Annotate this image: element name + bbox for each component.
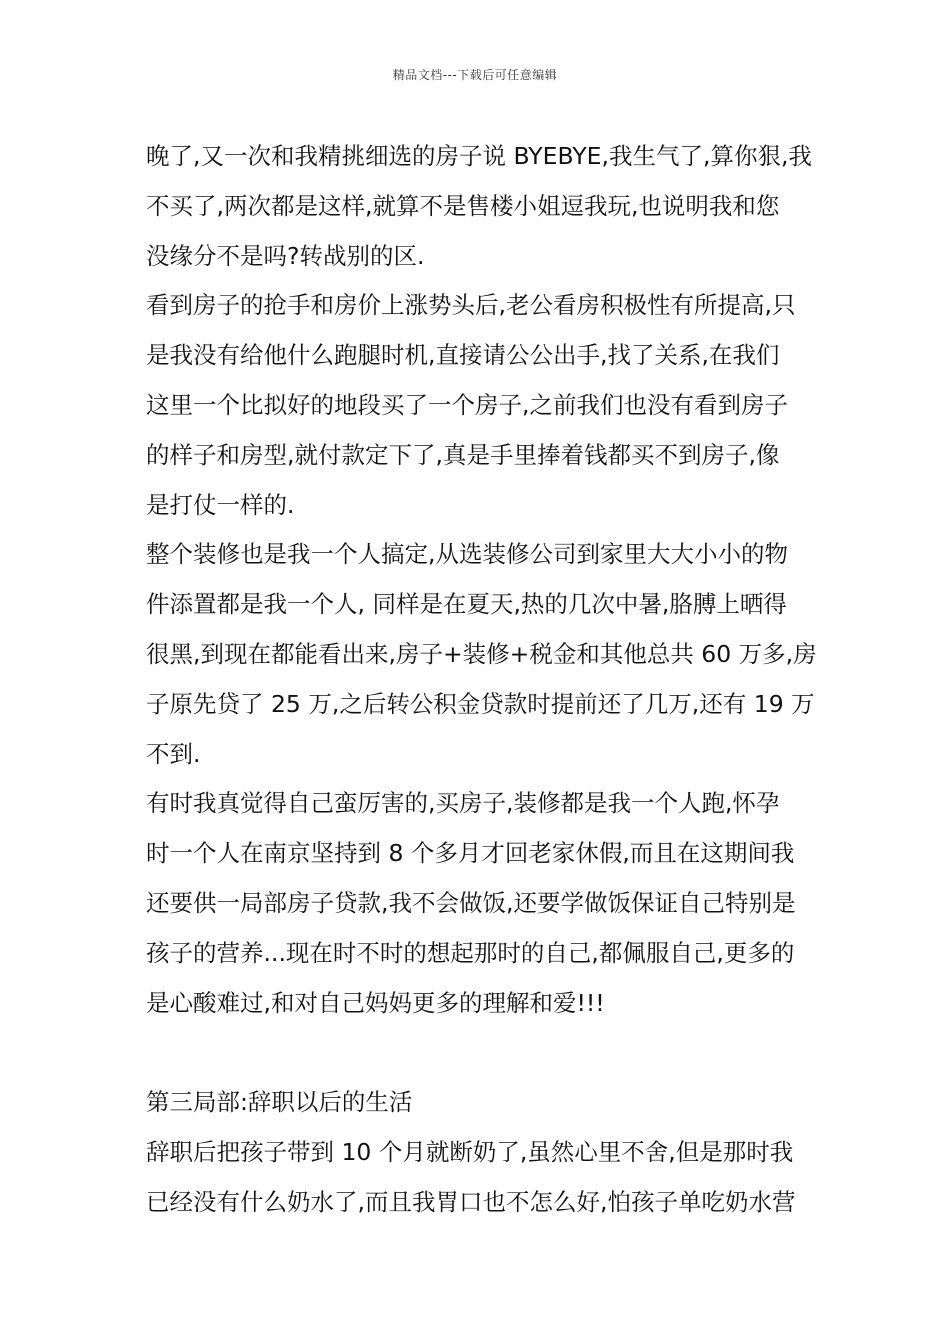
text-line: 是打仗一样的. xyxy=(146,490,295,519)
text-line: 有时我真觉得自己蛮厉害的,买房子,装修都是我一个人跑,怀孕 xyxy=(146,789,780,818)
text-line: 没缘分不是吗?转战别的区. xyxy=(146,241,425,270)
text-line: 件添置都是我一个人, 同样是在夏天,热的几次中暑,胳膊上晒得 xyxy=(146,590,787,619)
text-line: 时一个人在南京坚持到 8 个多月才回老家休假,而且在这期间我 xyxy=(146,839,795,868)
text-line: 是心酸难过,和对自己妈妈更多的理解和爱!!! xyxy=(146,988,605,1017)
text-line: 子原先贷了 25 万,之后转公积金贷款时提前还了几万,还有 19 万 xyxy=(146,689,815,718)
text-line: 孩子的营养...现在时不时的想起那时的自己,都佩服自己,更多的 xyxy=(146,938,795,967)
blank-line xyxy=(146,1028,806,1078)
text-line: 晚了,又一次和我精挑细选的房子说 BYEBYE,我生气了,算你狠,我 xyxy=(146,142,812,170)
page-header: 精品文档---下载后可任意编辑 xyxy=(392,68,558,82)
text-line: 第三局部:辞职以后的生活 xyxy=(146,1088,413,1117)
text-line: 已经没有什么奶水了,而且我胃口也不怎么好,怕孩子单吃奶水营 xyxy=(146,1187,796,1216)
document-body xyxy=(146,132,817,1228)
text-line: 这里一个比拟好的地段买了一个房子,之前我们也没有看到房子 xyxy=(146,390,788,419)
text-line: 整个装修也是我一个人搞定,从选装修公司到家里大大小小的物 xyxy=(146,540,788,569)
text-line: 不到. xyxy=(146,739,201,768)
text-line: 很黑,到现在都能看出来,房子+装修+税金和其他总共 60 万多,房 xyxy=(146,639,817,668)
text-line: 的样子和房型,就付款定下了,真是手里捧着钱都买不到房子,像 xyxy=(146,440,780,469)
text-line: 是我没有给他什么跑腿时机,直接请公公出手,找了关系,在我们 xyxy=(146,341,780,370)
text-line: 看到房子的抢手和房价上涨势头后,老公看房积极性有所提高,只 xyxy=(146,291,796,320)
text-line: 还要供一局部房子贷款,我不会做饭,还要学做饭保证自己特别是 xyxy=(146,888,796,917)
text-line: 不买了,两次都是这样,就算不是售楼小姐逗我玩,也说明我和您 xyxy=(146,191,780,220)
text-line: 辞职后把孩子带到 10 个月就断奶了,虽然心里不舍,但是那时我 xyxy=(146,1137,794,1166)
